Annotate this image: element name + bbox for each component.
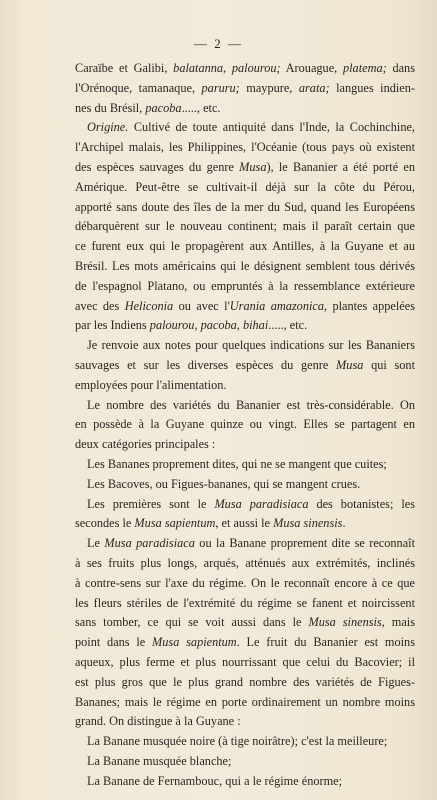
text-line: Brésil. Les mots américains qui le désignent semblent tous dérivés [75,258,415,273]
text-line: deux catégories principales : [75,437,216,452]
text-line: Les Bananes proprement dites, qui ne se mangent que cuites; [87,456,387,471]
body-text [75,59,415,791]
text-line: de l'espagnol Platano, ou empruntés à la ressemblance extérieure [75,278,415,293]
text-line: est plus gros que le plus grand nombre des variétés de Figues- [75,674,415,689]
text-line: Le Musa paradisiaca ou la Banane proprement dite se reconnaît [87,536,415,551]
text-line: aqueux, plus ferme et plus nourrissant que celui du Bacovier; il [75,654,415,669]
text-line: point dans le Musa sapientum. Le fruit du Bananier est moins [75,635,415,650]
text-line: l'Orénoque, tamanaque, paruru; maypure, arata; langues indien- [75,80,415,95]
text-line: Amérique. Peut-être se cultivait-il déjà sur la côte du Pérou, [75,179,415,194]
text-line: La Banane de Fernambouc, qui a le régime énorme; [87,773,343,788]
text-line: en possède à la Guyane quinze ou vingt. Elles se partagent en [75,417,415,432]
text-line: Les premières sont le Musa paradisiaca des botanistes; les [87,496,416,511]
text-line: à ses fruits plus longs, arqués, atténués aux extrémités, inclinés [75,555,415,570]
text-line: par les Indiens palourou, pacoba, bihai....., etc. [75,318,308,333]
text-line: grand. On distingue à la Guyane : [75,714,241,729]
page-number: — 2 — [194,36,243,51]
text-line: les fleurs stériles de l'extrémité du régime se fanent et noircissent [75,595,415,610]
text-line: Caraïbe et Galibi, balatanna, palourou; Arouague, platema; dans [75,61,415,75]
text-line: employées pour l'alimentation. [75,377,227,392]
text-line: ce furent eux qui le propagèrent aux Antilles, à la Guyane et au [75,239,415,254]
text-line: Les Bacoves, ou Figues-bananes, qui se mangent crues. [87,476,361,491]
text-line: à contre-sens sur l'axe du régime. On le reconnaît encore à ce que [75,575,415,590]
text-line: Origine. Cultivé de toute antiquité dans l'Inde, la Cochinchine, [87,120,415,135]
text-line: Bananes; mais le régime en porte ordinairement un nombre moins [75,694,415,709]
text-line: secondes le Musa sapientum, et aussi le Musa sinensis. [75,516,346,531]
text-line: La Banane musquée noire (à tige noirâtre); c'est la meilleure; [87,734,388,749]
text-line: l'Archipel malais, les Philippines, l'Océanie (tous pays où existent [75,140,415,155]
text-line: avec des Heliconia ou avec l'Urania amazonica, plantes appelées [75,298,415,313]
text-line: La Banane musquée blanche; [87,753,232,768]
text-line: débarquèrent sur le nouveau continent; mais il paraît certain que [75,219,415,234]
text-line: Je renvoie aux notes pour quelques indications sur les Bananiers [87,338,415,353]
text-line: sauvages et sur les diverses espèces du genre Musa qui sont [75,357,415,372]
text-line: nes du Brésil, pacoba....., etc. [75,100,221,115]
text-line: des espèces sauvages du genre Musa), le Bananier a été porté en [75,159,415,174]
text-line: sans tomber, ce qui se voit aussi dans le Musa sinensis, mais [75,615,415,630]
text-line: apporté sans doute des îles de la mer du Sud, quand les Européens [75,199,415,214]
text-line: Le nombre des variétés du Bananier est très-considérable. On [87,397,415,412]
